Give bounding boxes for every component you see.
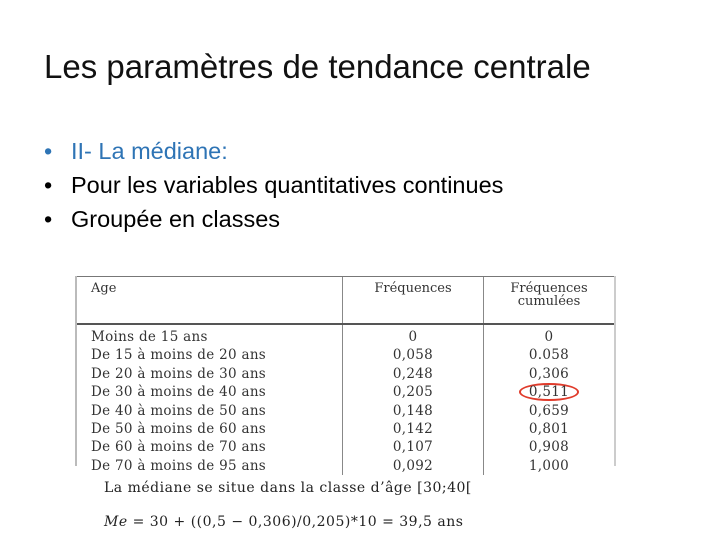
frequency-cell: 0,148 <box>343 402 484 420</box>
table-row <box>77 420 614 438</box>
table-row <box>77 365 614 383</box>
cumulative-frequency-cell: 0,801 <box>484 420 615 438</box>
frequency-cell: 0,142 <box>343 420 484 438</box>
frequency-cell: 0,107 <box>343 438 484 456</box>
cumulative-frequency-cell: 0.058 <box>484 346 615 364</box>
table-header-row <box>77 277 614 324</box>
frequency-table-image <box>75 276 616 474</box>
bullet-dot-icon: • <box>44 138 53 164</box>
bullet-dot-icon: • <box>44 206 53 232</box>
bullet-dot-icon: • <box>44 172 53 198</box>
bullet-list <box>44 134 503 236</box>
frequency-cell: 0,058 <box>343 346 484 364</box>
table-row <box>77 438 614 456</box>
bullet-text: Pour les variables quantitatives continues <box>71 172 504 198</box>
slide-title: Les paramètres de tendance centrale <box>44 48 591 85</box>
column-header-age: Age <box>77 277 343 324</box>
median-class-statement: La médiane se situe dans la classe d’âge [30;40[ <box>104 480 472 496</box>
bullet-text: II- La médiane: <box>71 138 228 164</box>
bullet-text: Groupée en classes <box>71 206 281 232</box>
frequency-cell: 0,205 <box>343 383 484 401</box>
age-class-cell: De 20 à moins de 30 ans <box>91 365 267 382</box>
age-class-cell: De 30 à moins de 40 ans <box>91 384 267 401</box>
median-formula <box>104 514 463 530</box>
table-row <box>77 346 614 364</box>
cumulative-frequency-cell <box>484 383 615 401</box>
median-class-highlight: 0,511 <box>519 383 579 401</box>
age-class-cell: De 50 à moins de 60 ans <box>91 421 267 438</box>
table-row <box>77 457 614 475</box>
cumulative-frequency-cell: 0 <box>484 324 615 346</box>
frequency-cell: 0,248 <box>343 365 484 383</box>
cumulative-frequency-cell: 0,659 <box>484 402 615 420</box>
column-header-cumulative-frequency: Fréquences cumulées <box>484 277 615 324</box>
bullet-item <box>44 134 503 168</box>
frequency-cell: 0 <box>343 324 484 346</box>
median-symbol: Me <box>104 514 128 530</box>
column-header-frequency: Fréquences <box>343 277 484 324</box>
table-row <box>77 402 614 420</box>
table-row <box>77 324 614 346</box>
age-class-cell: De 15 à moins de 20 ans <box>91 347 267 364</box>
age-class-cell: De 60 à moins de 70 ans <box>91 439 267 456</box>
table-row <box>77 383 614 401</box>
bullet-item <box>44 168 503 202</box>
frequency-table <box>77 277 614 475</box>
median-formula-body: = 30 + ((0,5 − 0,306)/0,205)*10 = 39,5 ans <box>127 514 464 530</box>
age-class-cell: De 70 à moins de 95 ans <box>91 457 267 474</box>
cumulative-frequency-cell: 0,908 <box>484 438 615 456</box>
cumulative-frequency-cell: 1,000 <box>484 457 615 475</box>
bullet-item <box>44 202 503 236</box>
age-class-cell: De 40 à moins de 50 ans <box>91 402 267 419</box>
cumulative-frequency-cell: 0,306 <box>484 365 615 383</box>
age-class-cell: Moins de 15 ans <box>91 329 208 345</box>
frequency-cell: 0,092 <box>343 457 484 475</box>
